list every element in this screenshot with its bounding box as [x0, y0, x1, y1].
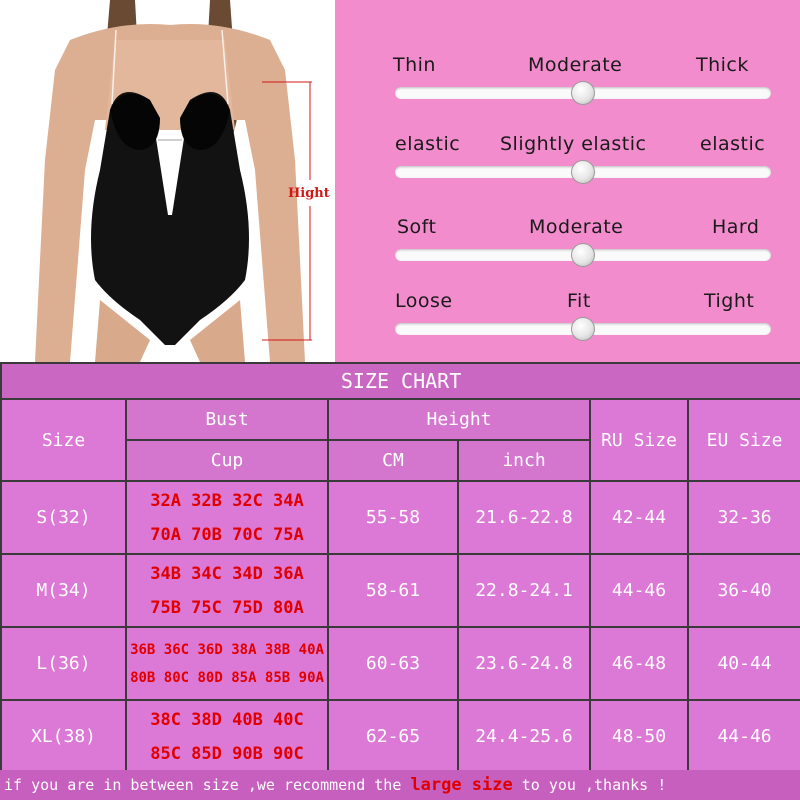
fit-knob [571, 317, 595, 341]
cell-cup [126, 627, 328, 700]
hardness-label-middle: Moderate [529, 216, 624, 238]
header-bust: Bust [126, 399, 328, 440]
cell-inch: 24.4-25.6 [458, 700, 590, 773]
header-cm: CM [328, 440, 458, 481]
cup-line-1: 36B 36C 36D 38A 38B 40A [130, 641, 324, 658]
fit-label-right: Tight [704, 290, 755, 312]
table-row-m [1, 554, 800, 627]
cell-inch: 22.8-24.1 [458, 554, 590, 627]
size-chart-table [0, 362, 800, 774]
cell-inch: 21.6-22.8 [458, 481, 590, 554]
header-inch: inch [458, 440, 590, 481]
cell-eu: 40-44 [688, 627, 800, 700]
hardness-label-left: Soft [397, 216, 437, 238]
elasticity-label-right: elastic [700, 133, 766, 155]
elasticity-label-middle: Slightly elastic [500, 133, 647, 155]
elasticity-label-left: elastic [395, 133, 461, 155]
cell-cm: 58-61 [328, 554, 458, 627]
table-row-l [1, 627, 800, 700]
hardness-scale [335, 216, 800, 286]
cell-ru: 42-44 [590, 481, 688, 554]
cell-size: L(36) [1, 627, 126, 700]
table-row-xl [1, 700, 800, 773]
elasticity-knob [571, 160, 595, 184]
property-panel [335, 0, 800, 362]
thickness-label-middle: Moderate [528, 54, 623, 76]
cell-cup [126, 481, 328, 554]
cell-cm: 55-58 [328, 481, 458, 554]
elasticity-scale [335, 133, 800, 203]
cell-cm: 62-65 [328, 700, 458, 773]
cell-ru: 44-46 [590, 554, 688, 627]
size-chart [0, 362, 800, 800]
cell-size: M(34) [1, 554, 126, 627]
fit-label-middle: Fit [567, 290, 591, 312]
cup-line-2: 75B 75C 75D 80A [150, 597, 304, 618]
thickness-scale [335, 54, 800, 124]
cell-cm: 60-63 [328, 627, 458, 700]
cell-eu: 44-46 [688, 700, 800, 773]
cup-line-2: 80B 80C 80D 85A 85B 90A [130, 669, 324, 686]
table-row-s [1, 481, 800, 554]
cup-line-2: 70A 70B 70C 75A [150, 524, 304, 545]
cell-cup [126, 554, 328, 627]
header-eu-size: EU Size [688, 399, 800, 481]
fit-scale [335, 290, 800, 360]
cell-inch: 23.6-24.8 [458, 627, 590, 700]
header-ru-size: RU Size [590, 399, 688, 481]
cell-eu: 36-40 [688, 554, 800, 627]
product-photo [0, 0, 335, 362]
hardness-knob [571, 243, 595, 267]
thickness-label-right: Thick [696, 54, 749, 76]
bodysuit-illustration [0, 0, 335, 362]
cell-size: XL(38) [1, 700, 126, 773]
cell-eu: 32-36 [688, 481, 800, 554]
size-advice-footer [0, 770, 800, 800]
fit-label-left: Loose [395, 290, 453, 312]
thickness-knob [571, 81, 595, 105]
footer-highlight: large size [410, 775, 513, 795]
header-cup: Cup [126, 440, 328, 481]
hight-label: Hight [288, 186, 330, 201]
size-chart-title: SIZE CHART [1, 363, 800, 399]
cup-line-1: 38C 38D 40B 40C [150, 709, 304, 730]
cell-cup [126, 700, 328, 773]
cell-size: S(32) [1, 481, 126, 554]
hardness-label-right: Hard [712, 216, 760, 238]
cell-ru: 46-48 [590, 627, 688, 700]
header-size: Size [1, 399, 126, 481]
thickness-label-left: Thin [393, 54, 436, 76]
cup-line-2: 85C 85D 90B 90C [150, 743, 304, 764]
cup-line-1: 34B 34C 34D 36A [150, 563, 304, 584]
footer-text-after: to you ,thanks ! [512, 776, 667, 794]
cup-line-1: 32A 32B 32C 34A [150, 490, 304, 511]
cell-ru: 48-50 [590, 700, 688, 773]
header-height: Height [328, 399, 590, 440]
footer-text-before: if you are in between size ,we recommend the [4, 776, 411, 794]
